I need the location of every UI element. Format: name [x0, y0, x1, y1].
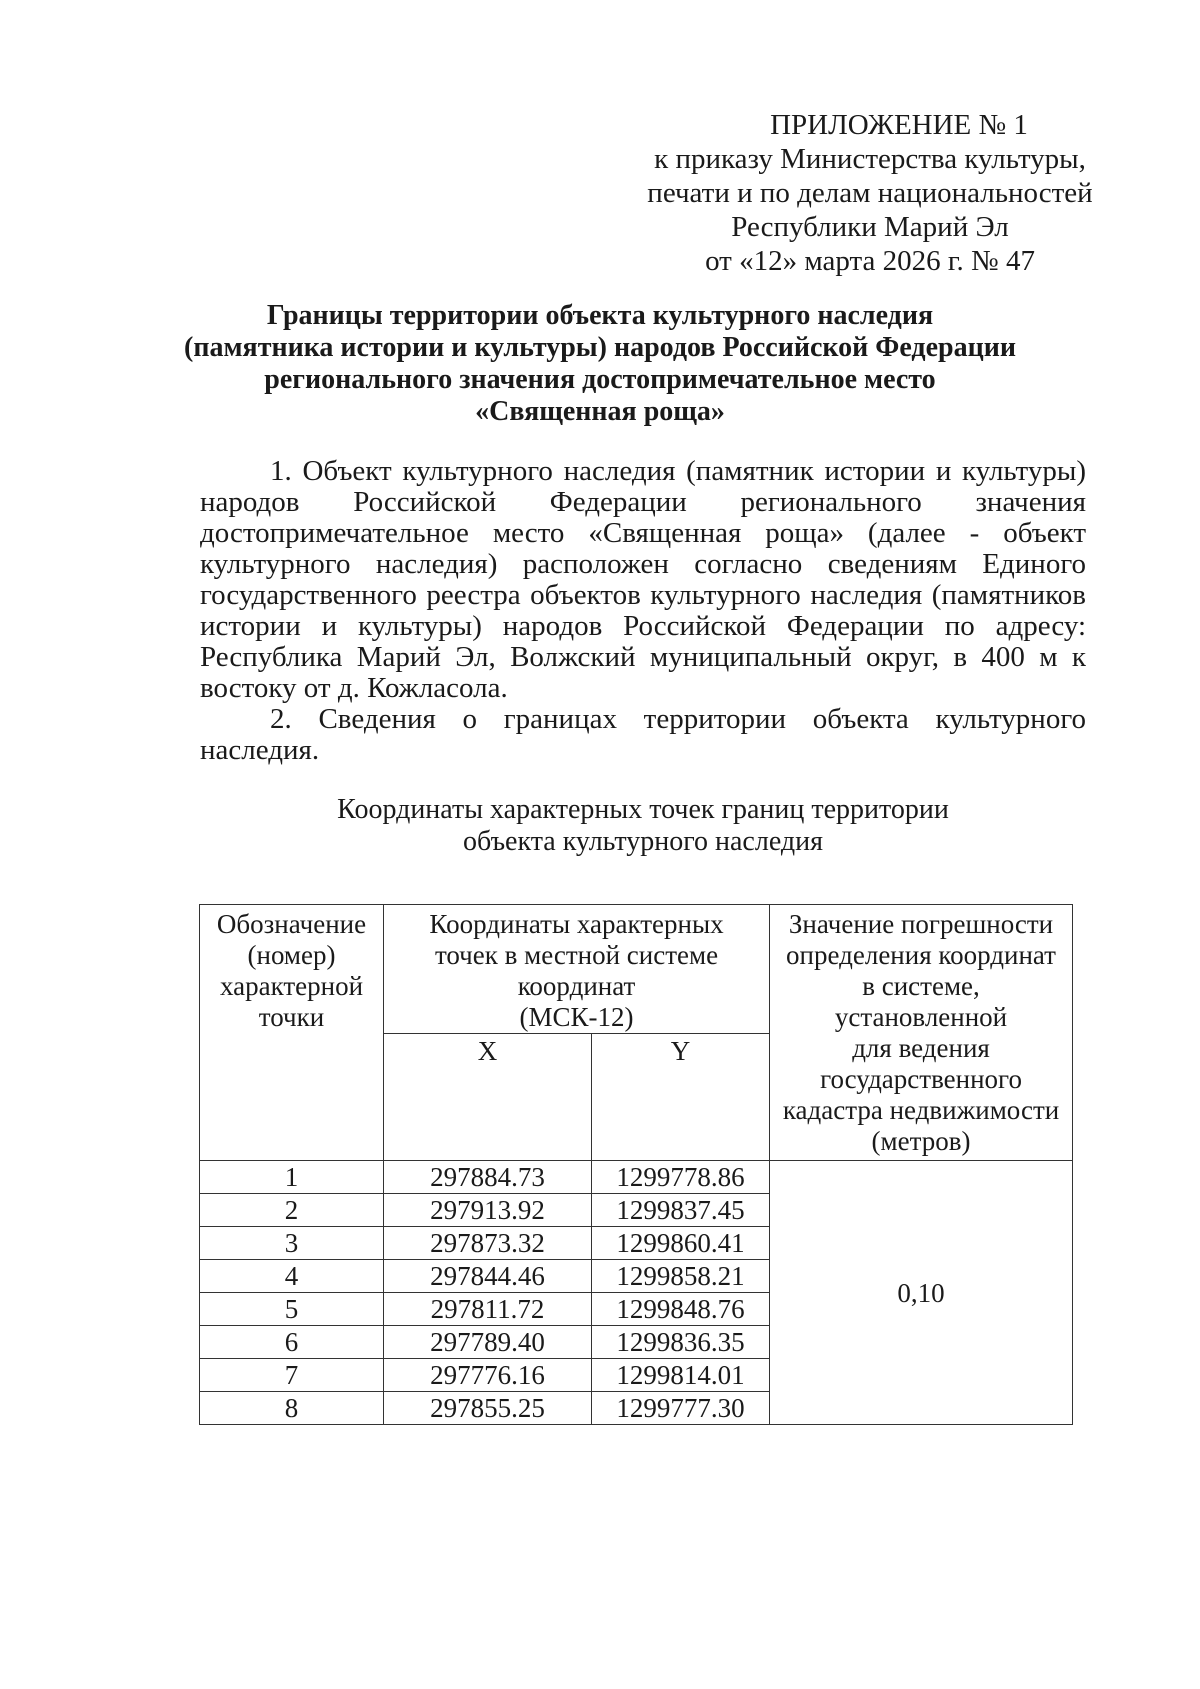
header-text: характерной: [219, 971, 364, 1001]
coord-x: 297811.72: [384, 1293, 592, 1326]
point-number: 2: [200, 1194, 384, 1227]
appendix-date: от «12» марта 2026 г. № 47: [705, 245, 1035, 277]
coord-y: 1299860.41: [592, 1227, 770, 1260]
coord-y: 1299836.35: [592, 1326, 770, 1359]
paragraph-boundary-info: 2. Сведения о границах территории объекта культурного наследия.: [200, 703, 1086, 766]
paragraph-object-location: 1. Объект культурного наследия (памятник истории и культуры) народов Российской Федерации регионального значения достопримечательное место «Священная роща» (далее - объект культурного наследия) расположен согласно сведениям Единого государственного реестра объектов культурного наследия (памятников истории и культуры) народов Российской Федерации по адресу: Республика Марий Эл, Волжский муниципальный округ, в 400 м к востоку от д. Кожласола.: [200, 455, 1086, 704]
document-heading: [150, 300, 1050, 428]
header-text: точек в местной системе: [434, 940, 719, 970]
header-x: X: [384, 1034, 592, 1161]
heading-line: «Священная роща»: [475, 396, 725, 427]
header-text: (метров): [871, 1126, 971, 1156]
coord-y: 1299814.01: [592, 1359, 770, 1392]
coord-x: 297776.16: [384, 1359, 592, 1392]
coord-y: 1299778.86: [592, 1161, 770, 1194]
header-text: точки: [258, 1002, 325, 1032]
coord-y: 1299848.76: [592, 1293, 770, 1326]
header-text: Координаты характерных: [429, 909, 724, 939]
appendix-line: к приказу Министерства культуры,: [654, 143, 1086, 175]
document-body: [200, 456, 1086, 766]
header-point-number: [200, 905, 384, 1161]
point-number: 8: [200, 1392, 384, 1425]
coord-x: 297873.32: [384, 1227, 592, 1260]
appendix-line: Республики Марий Эл: [731, 211, 1009, 243]
coord-x: 297884.73: [384, 1161, 592, 1194]
coord-x: 297789.40: [384, 1326, 592, 1359]
coord-y: 1299858.21: [592, 1260, 770, 1293]
point-number: 6: [200, 1326, 384, 1359]
point-number: 7: [200, 1359, 384, 1392]
header-text: в системе,: [862, 971, 980, 1001]
point-number: 1: [200, 1161, 384, 1194]
header-text: кадастра недвижимости: [782, 1095, 1060, 1125]
header-text: определения координат: [786, 940, 1056, 970]
coord-x: 297855.25: [384, 1392, 592, 1425]
coordinates-title-line: Координаты характерных точек границ территории: [337, 794, 949, 825]
header-text: для ведения: [852, 1033, 990, 1063]
coordinates-table: [199, 904, 1073, 1425]
point-number: 3: [200, 1227, 384, 1260]
coordinates-title: [200, 794, 1086, 858]
header-text: Обозначение: [216, 909, 367, 939]
coord-x: 297844.46: [384, 1260, 592, 1293]
header-text: государственного: [820, 1064, 1022, 1094]
point-number: 5: [200, 1293, 384, 1326]
header-y: Y: [592, 1034, 770, 1161]
coord-y: 1299777.30: [592, 1392, 770, 1425]
appendix-title: ПРИЛОЖЕНИЕ № 1: [770, 109, 1028, 141]
header-text: (МСК-12): [519, 1002, 634, 1032]
error-value: 0,10: [770, 1161, 1073, 1425]
appendix-block: [620, 108, 1120, 278]
heading-line: регионального значения достопримечательное место: [264, 364, 936, 395]
header-error-value: [770, 905, 1073, 1161]
header-text: координат: [517, 971, 636, 1001]
header-text: установленной: [834, 1002, 1008, 1032]
header-text: (номер): [247, 940, 336, 970]
coordinates-title-line: объекта культурного наследия: [463, 826, 823, 857]
coord-y: 1299837.45: [592, 1194, 770, 1227]
heading-line: (памятника истории и культуры) народов Российской Федерации: [184, 332, 1016, 363]
appendix-line: печати и по делам национальностей: [647, 177, 1093, 209]
table-row: [200, 1161, 1073, 1194]
header-coordinates: [384, 905, 770, 1034]
heading-line: Границы территории объекта культурного наследия: [266, 300, 934, 331]
point-number: 4: [200, 1260, 384, 1293]
coord-x: 297913.92: [384, 1194, 592, 1227]
header-text: Значение погрешности: [788, 909, 1054, 939]
